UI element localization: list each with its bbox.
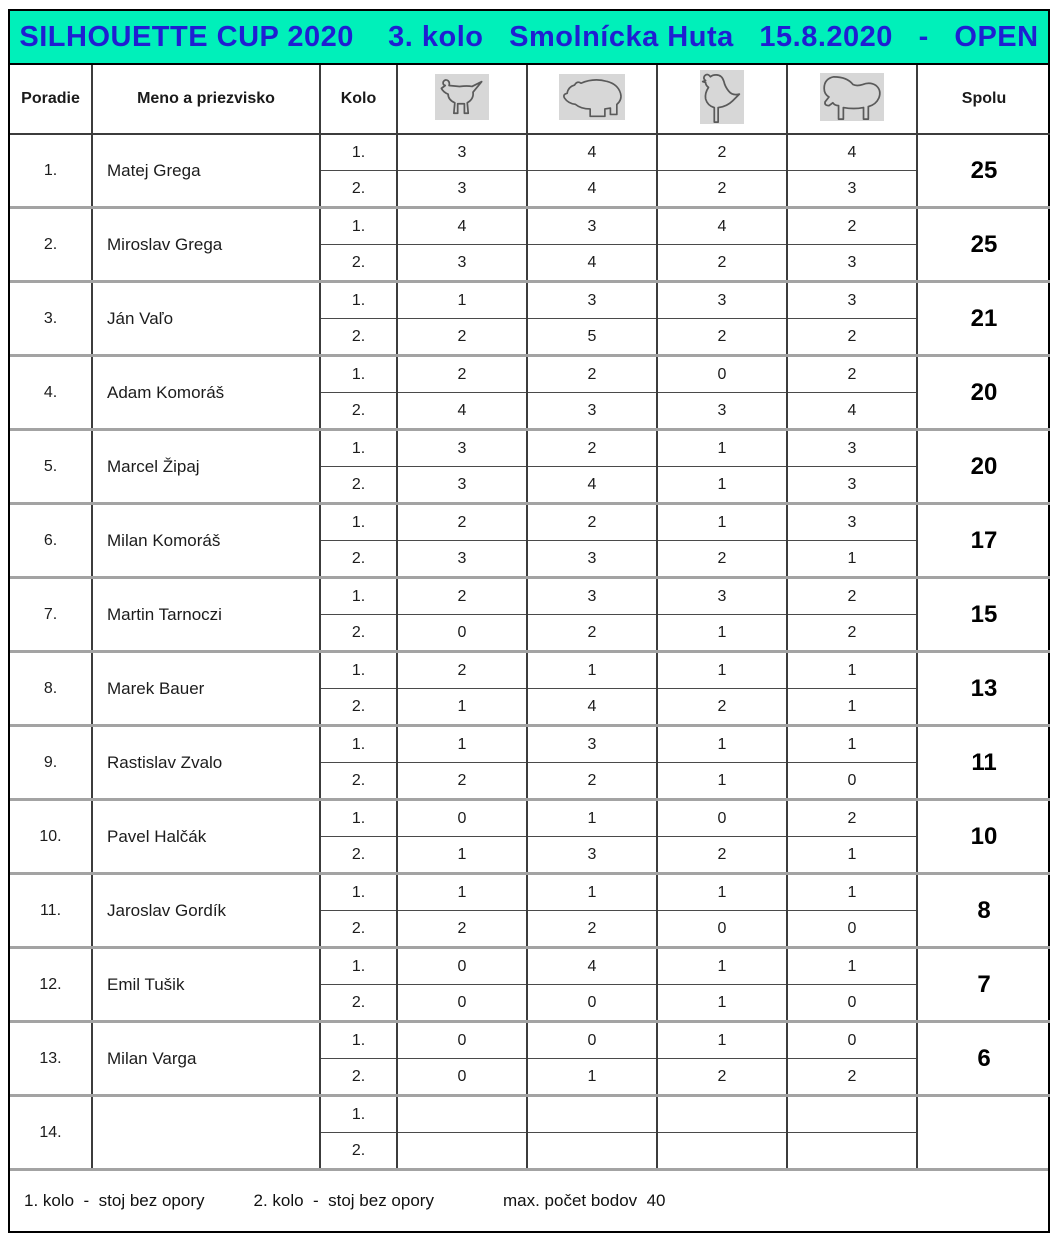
chicken-icon	[435, 74, 489, 120]
total-cell: 17	[917, 504, 1050, 578]
score-cell: 1	[657, 467, 787, 504]
score-cell: 1	[657, 504, 787, 541]
rank-cell: 8.	[10, 652, 92, 726]
score-cell: 1	[657, 874, 787, 911]
round-label: 1.	[320, 1022, 397, 1059]
results-sheet	[8, 9, 1050, 1233]
score-cell: 4	[397, 393, 527, 430]
score-cell: 1	[527, 652, 657, 689]
score-cell: 0	[787, 1022, 917, 1059]
legend-round2: 2. kolo - stoj bez opory	[253, 1191, 434, 1210]
round-label: 2.	[320, 689, 397, 726]
competitor-row-round1	[10, 282, 1050, 319]
round-label: 1.	[320, 948, 397, 985]
score-cell: 2	[657, 134, 787, 171]
name-cell: Rastislav Zvalo	[92, 726, 320, 800]
round-label: 2.	[320, 1133, 397, 1169]
score-cell: 4	[527, 245, 657, 282]
score-cell: 2	[787, 578, 917, 615]
score-cell: 1	[397, 837, 527, 874]
score-cell: 1	[787, 948, 917, 985]
score-cell: 1	[657, 615, 787, 652]
round-label: 1.	[320, 800, 397, 837]
score-cell: 3	[787, 282, 917, 319]
score-cell: 3	[397, 245, 527, 282]
round-label: 2.	[320, 763, 397, 800]
score-cell: 1	[397, 282, 527, 319]
score-cell: 4	[787, 134, 917, 171]
score-cell	[527, 1096, 657, 1133]
total-cell: 20	[917, 356, 1050, 430]
score-cell: 0	[527, 985, 657, 1022]
column-header-pig	[527, 65, 657, 134]
score-cell: 1	[787, 652, 917, 689]
score-cell: 1	[657, 948, 787, 985]
name-cell: Miroslav Grega	[92, 208, 320, 282]
total-cell: 7	[917, 948, 1050, 1022]
round-label: 1.	[320, 652, 397, 689]
score-cell: 0	[397, 1022, 527, 1059]
column-header-rank: Poradie	[10, 65, 92, 134]
round-label: 2.	[320, 615, 397, 652]
total-cell: 13	[917, 652, 1050, 726]
total-cell: 25	[917, 208, 1050, 282]
score-cell	[657, 1133, 787, 1169]
rank-cell: 7.	[10, 578, 92, 652]
score-cell: 4	[527, 467, 657, 504]
score-cell: 1	[397, 874, 527, 911]
score-cell: 1	[657, 763, 787, 800]
round-label: 1.	[320, 430, 397, 467]
score-cell: 2	[527, 504, 657, 541]
score-cell	[397, 1133, 527, 1169]
score-cell	[657, 1096, 787, 1133]
score-cell: 1	[657, 652, 787, 689]
score-cell: 2	[397, 763, 527, 800]
score-cell: 1	[787, 689, 917, 726]
round-label: 1.	[320, 504, 397, 541]
name-cell: Jaroslav Gordík	[92, 874, 320, 948]
score-cell: 0	[397, 615, 527, 652]
score-cell: 1	[657, 1022, 787, 1059]
rank-cell: 10.	[10, 800, 92, 874]
name-cell: Ján Vaľo	[92, 282, 320, 356]
total-cell: 8	[917, 874, 1050, 948]
score-cell: 2	[657, 319, 787, 356]
competitor-row-round1	[10, 1096, 1050, 1133]
score-cell: 3	[397, 171, 527, 208]
competitor-row-round1	[10, 578, 1050, 615]
rank-cell: 9.	[10, 726, 92, 800]
score-cell: 2	[787, 356, 917, 393]
competitor-row-round1	[10, 726, 1050, 763]
score-cell: 1	[657, 726, 787, 763]
score-cell: 2	[787, 615, 917, 652]
competitor-row-round1	[10, 652, 1050, 689]
name-cell: Milan Komoráš	[92, 504, 320, 578]
round-label: 1.	[320, 282, 397, 319]
score-cell: 2	[397, 578, 527, 615]
score-cell: 3	[397, 467, 527, 504]
rank-cell: 3.	[10, 282, 92, 356]
score-cell: 2	[657, 837, 787, 874]
rank-cell: 11.	[10, 874, 92, 948]
name-cell: Marek Bauer	[92, 652, 320, 726]
title-bar	[10, 11, 1048, 65]
score-cell: 3	[397, 430, 527, 467]
score-cell: 1	[657, 985, 787, 1022]
name-cell: Emil Tušik	[92, 948, 320, 1022]
rank-cell: 1.	[43, 161, 58, 179]
score-cell: 2	[657, 689, 787, 726]
score-cell: 0	[787, 763, 917, 800]
score-cell: 1	[787, 541, 917, 578]
competitor-row-round1	[10, 948, 1050, 985]
total-cell: 21	[917, 282, 1050, 356]
score-cell: 3	[657, 393, 787, 430]
score-cell: 1	[527, 874, 657, 911]
round-label: 1.	[320, 1096, 397, 1133]
name-cell: Milan Varga	[92, 1022, 320, 1096]
score-cell: 2	[657, 1059, 787, 1096]
ram-icon	[820, 73, 884, 121]
score-cell: 4	[527, 171, 657, 208]
round-label: 2.	[320, 467, 397, 504]
total-cell	[917, 1096, 1050, 1169]
score-cell: 0	[657, 356, 787, 393]
competitor-row-round1	[10, 208, 1050, 245]
page-title: SILHOUETTE CUP 2020 3. kolo Smolnícka Huta 15.8.2020 - OPEN	[19, 20, 1039, 53]
score-cell: 3	[397, 541, 527, 578]
name-cell: Matej Grega	[92, 134, 320, 208]
score-cell: 1	[397, 726, 527, 763]
score-cell: 2	[657, 171, 787, 208]
competitor-row-round1	[10, 800, 1050, 837]
score-cell: 4	[527, 134, 657, 171]
score-cell: 2	[787, 208, 917, 245]
results-body	[10, 134, 1050, 1168]
score-cell: 4	[527, 689, 657, 726]
score-cell: 1	[657, 430, 787, 467]
score-cell: 1	[527, 800, 657, 837]
score-cell: 2	[527, 615, 657, 652]
competitor-row-round1	[10, 504, 1050, 541]
score-cell: 3	[787, 430, 917, 467]
competitor-row-round1	[10, 874, 1050, 911]
score-cell: 2	[527, 430, 657, 467]
header-row	[10, 65, 1050, 134]
legend-max-points: max. počet bodov 40	[502, 1191, 666, 1210]
score-cell: 1	[397, 689, 527, 726]
column-header-round: Kolo	[320, 65, 397, 134]
turkey-icon	[700, 70, 744, 124]
total-cell: 20	[917, 430, 1050, 504]
rank-cell: 6.	[10, 504, 92, 578]
round-label: 1.	[320, 134, 397, 171]
score-cell: 3	[787, 245, 917, 282]
round-label: 1.	[320, 726, 397, 763]
score-cell: 2	[397, 356, 527, 393]
round-label: 1.	[320, 578, 397, 615]
round-label: 2.	[320, 171, 397, 208]
score-cell: 3	[527, 837, 657, 874]
score-cell: 0	[527, 1022, 657, 1059]
round-label: 1.	[320, 874, 397, 911]
score-cell: 2	[787, 1059, 917, 1096]
pig-icon	[559, 74, 625, 120]
score-cell: 2	[397, 911, 527, 948]
score-cell: 0	[787, 985, 917, 1022]
score-cell: 2	[527, 763, 657, 800]
name-cell: Pavel Halčák	[92, 800, 320, 874]
round-label: 1.	[320, 356, 397, 393]
score-cell: 3	[527, 393, 657, 430]
score-cell: 3	[527, 208, 657, 245]
competitor-row-round1	[10, 1022, 1050, 1059]
results-table	[10, 65, 1050, 1168]
score-cell: 0	[657, 800, 787, 837]
rank-cell: 5.	[10, 430, 92, 504]
rank-cell: 4.	[10, 356, 92, 430]
score-cell: 3	[527, 726, 657, 763]
score-cell: 3	[657, 578, 787, 615]
score-cell	[527, 1133, 657, 1169]
score-cell: 0	[657, 911, 787, 948]
score-cell: 1	[787, 874, 917, 911]
rank-cell: 13.	[10, 1022, 92, 1096]
score-cell: 1	[787, 726, 917, 763]
column-header-turkey	[657, 65, 787, 134]
column-header-chicken	[397, 65, 527, 134]
score-cell: 2	[397, 319, 527, 356]
score-cell: 0	[397, 800, 527, 837]
score-cell: 2	[657, 245, 787, 282]
total-cell: 10	[917, 800, 1050, 874]
legend-round1: 1. kolo - stoj bez opory	[24, 1191, 205, 1210]
score-cell: 2	[527, 356, 657, 393]
round-label: 2.	[320, 1059, 397, 1096]
competitor-row-round1	[10, 134, 1050, 171]
score-cell: 2	[787, 800, 917, 837]
score-cell: 2	[787, 319, 917, 356]
rank-cell: 2.	[10, 208, 92, 282]
competitor-row-round1	[10, 356, 1050, 393]
score-cell	[787, 1096, 917, 1133]
score-cell: 3	[787, 467, 917, 504]
score-cell: 4	[397, 208, 527, 245]
score-cell: 2	[657, 541, 787, 578]
score-cell: 0	[787, 911, 917, 948]
score-cell: 2	[527, 911, 657, 948]
name-cell: Marcel Žipaj	[92, 430, 320, 504]
score-cell: 3	[527, 282, 657, 319]
score-cell: 1	[787, 837, 917, 874]
total-cell: 11	[917, 726, 1050, 800]
round-label: 2.	[320, 393, 397, 430]
score-cell: 4	[657, 208, 787, 245]
column-header-name: Meno a priezvisko	[92, 65, 320, 134]
round-label: 2.	[320, 245, 397, 282]
score-cell: 3	[787, 504, 917, 541]
total-cell: 6	[917, 1022, 1050, 1096]
rank-cell: 14.	[10, 1096, 92, 1169]
score-cell: 3	[397, 134, 527, 171]
score-cell	[787, 1133, 917, 1169]
round-label: 2.	[320, 985, 397, 1022]
total-cell: 15	[917, 578, 1050, 652]
score-cell: 3	[787, 171, 917, 208]
score-cell	[397, 1096, 527, 1133]
score-cell: 1	[527, 1059, 657, 1096]
score-cell: 2	[397, 652, 527, 689]
score-cell: 3	[527, 541, 657, 578]
score-cell: 4	[527, 948, 657, 985]
score-cell: 0	[397, 1059, 527, 1096]
column-header-total: Spolu	[917, 65, 1050, 134]
score-cell: 3	[527, 578, 657, 615]
round-label: 2.	[320, 541, 397, 578]
score-cell: 3	[657, 282, 787, 319]
total-cell: 25	[917, 134, 1050, 208]
score-cell: 2	[397, 504, 527, 541]
column-header-ram	[787, 65, 917, 134]
name-cell	[92, 1096, 320, 1169]
round-label: 2.	[320, 319, 397, 356]
competitor-row-round1	[10, 430, 1050, 467]
round-label: 2.	[320, 837, 397, 874]
score-cell: 5	[527, 319, 657, 356]
name-cell: Adam Komoráš	[92, 356, 320, 430]
score-cell: 4	[787, 393, 917, 430]
score-cell: 0	[397, 948, 527, 985]
round-label: 1.	[320, 208, 397, 245]
round-label: 2.	[320, 911, 397, 948]
score-cell: 0	[397, 985, 527, 1022]
name-cell: Martin Tarnoczi	[92, 578, 320, 652]
rank-cell: 12.	[10, 948, 92, 1022]
